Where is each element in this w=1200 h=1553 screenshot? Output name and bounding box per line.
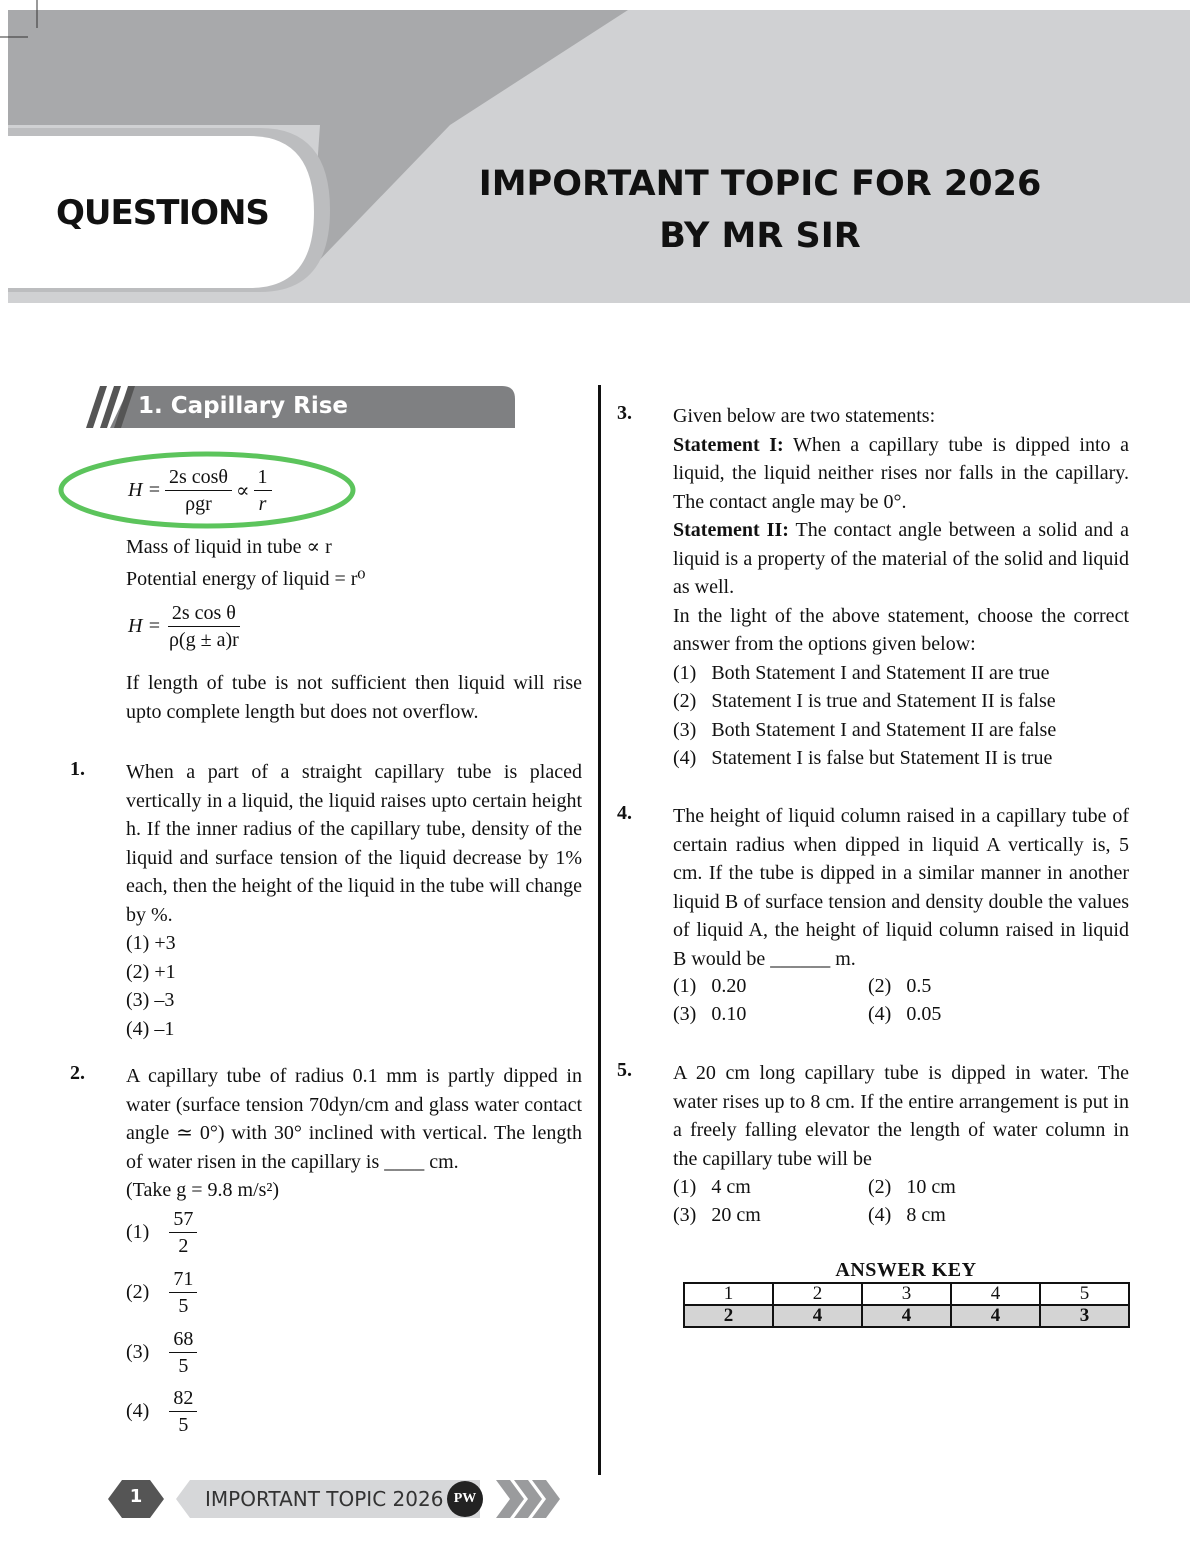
answer-key-cell: 4 [951, 1283, 1040, 1305]
topic-title-line2: BY MR SIR [659, 216, 861, 256]
question-5-number: 5. [617, 1059, 632, 1081]
section-heading: 1. Capillary Rise [138, 393, 349, 419]
question-4-text: The height of liquid column raised in a capillary tube of certain radius when dipped in liquid A vertically is, 5 cm. If the tube is dipped in a similar manner in another liquid B of surface tension and density double the values of liquid A, the height of liquid column raised in liquid B would be ______ m. [673, 805, 1129, 970]
question-3-option: (1) Both Statement I and Statement II are true [673, 661, 1050, 684]
formula-fraction-main: $\frac{\text{2s cosθ}}{\text{ρgr}}$ [165, 464, 232, 517]
question-2-option: (2) $\frac{71}{5}$ [126, 1266, 197, 1319]
question-5-option: (3) 20 cm [673, 1204, 761, 1226]
question-5-option: (1) 4 cm [673, 1176, 751, 1198]
question-1-option: (1) +3 [126, 932, 176, 954]
answer-key-cell: 3 [862, 1283, 951, 1305]
question-3-option: (4) Statement I is false but Statement II is true [673, 747, 1053, 769]
question-4-number: 4. [617, 802, 632, 824]
formula-lhs: H = [128, 479, 161, 501]
topic-title-line1: IMPORTANT TOPIC FOR 2026 [478, 164, 1042, 204]
formula-fraction-inverse: $\frac{1}{r}$ [254, 464, 272, 517]
question-1-option: (2) +1 [126, 960, 176, 983]
column-divider [598, 385, 601, 1475]
statement-2: Statement II: The contact angle between a solid and a liquid is a property of the material of the solid and liquid as well. [673, 519, 1129, 598]
question-5-text: A 20 cm long capillary tube is dipped in water. The water rises up to 8 cm. If the entire arrangement is put in a freely falling elevator the length of water column in the capillary tube will be [673, 1062, 1129, 1170]
question-3-intro: Given below are two statements: [673, 405, 936, 427]
formula-height [128, 464, 272, 517]
question-1-option: (3) –3 [126, 989, 175, 1011]
proportional-symbol: ∝ [235, 480, 250, 502]
question-2-text: A capillary tube of radius 0.1 mm is partly dipped in water (surface tension 70dyn/cm and glass water contact angle ≃ 0°) with 30° inclined with vertical. The length of water risen in the capillary is ____ cm. [126, 1065, 582, 1173]
answer-key-cell: 2 [684, 1305, 773, 1327]
formula-height-accel [128, 600, 243, 653]
question-2-option: (3) $\frac{68}{5}$ [126, 1326, 197, 1379]
answer-key-cell: 4 [951, 1305, 1040, 1327]
question-5-option: (4) 8 cm [868, 1204, 946, 1226]
question-2-number: 2. [70, 1062, 85, 1084]
footer-label: IMPORTANT TOPIC 2026 [205, 1487, 444, 1511]
answer-key-answer-row [684, 1305, 1129, 1327]
question-3-prompt: In the light of the above statement, choose the correct answer from the options given below: [673, 604, 1129, 655]
pw-logo: PW [447, 1481, 483, 1517]
header-graphic [0, 0, 1200, 310]
question-4-option: (3) 0.10 [673, 1003, 747, 1025]
mass-line: Mass of liquid in tube ∝ r [126, 536, 332, 558]
statement-1: Statement I: When a capillary tube is dipped into a liquid, the liquid neither rises nor falls in the capillary. The contact angle may be 0°. [673, 433, 1129, 513]
answer-key-cell: 1 [684, 1283, 773, 1305]
question-3-number: 3. [617, 402, 632, 424]
question-2-take: (Take g = 9.8 m/s²) [126, 1179, 280, 1201]
answer-key-table [683, 1282, 1130, 1328]
potential-energy-line: Potential energy of liquid = r⁰ [126, 568, 366, 590]
question-4-option: (1) 0.20 [673, 975, 747, 997]
formula2-lhs: H = [128, 615, 161, 637]
question-1-number: 1. [70, 758, 85, 780]
answer-key-cell: 2 [773, 1283, 862, 1305]
answer-key-cell: 3 [1040, 1305, 1129, 1327]
answer-key-cell: 4 [773, 1305, 862, 1327]
question-5-option: (2) 10 cm [868, 1176, 956, 1198]
formula2-fraction: $\frac{\text{2s cos θ}}{\rho(g \pm a)r}$ [168, 602, 239, 651]
header-banner [0, 0, 1200, 310]
topic-title [460, 158, 1060, 262]
question-2-option: (1) $\frac{57}{2}$ [126, 1206, 197, 1259]
answer-key-question-row [684, 1283, 1129, 1305]
question-3-body [673, 402, 1129, 773]
question-3-option: (2) Statement I is true and Statement II is false [673, 690, 1056, 712]
question-4-option: (4) 0.05 [868, 1003, 942, 1025]
question-2-option: (4) $\frac{82}{5}$ [126, 1385, 197, 1438]
question-3-option: (3) Both Statement I and Statement II are false [673, 718, 1057, 741]
question-1-option: (4) –1 [126, 1017, 175, 1040]
question-1-text: When a part of a straight capillary tube is placed vertically in a liquid, the liquid raises upto certain height h. If the inner radius of the capillary tube, density of the liquid and surface tension of the liquid decrease by 1% each, then the height of the liquid in the tube will change by %. [126, 761, 582, 926]
question-1-options [126, 929, 176, 1043]
overflow-note: If length of tube is not sufficient then liquid will rise upto complete length but does not overflow. [126, 672, 582, 723]
answer-key-cell: 4 [862, 1305, 951, 1327]
answer-key-title: ANSWER KEY [835, 1259, 977, 1281]
question-4-option: (2) 0.5 [868, 975, 932, 997]
answer-key-cell: 5 [1040, 1283, 1129, 1305]
footer-page-number: 1 [129, 1486, 143, 1507]
questions-title: QUESTIONS [56, 193, 269, 233]
